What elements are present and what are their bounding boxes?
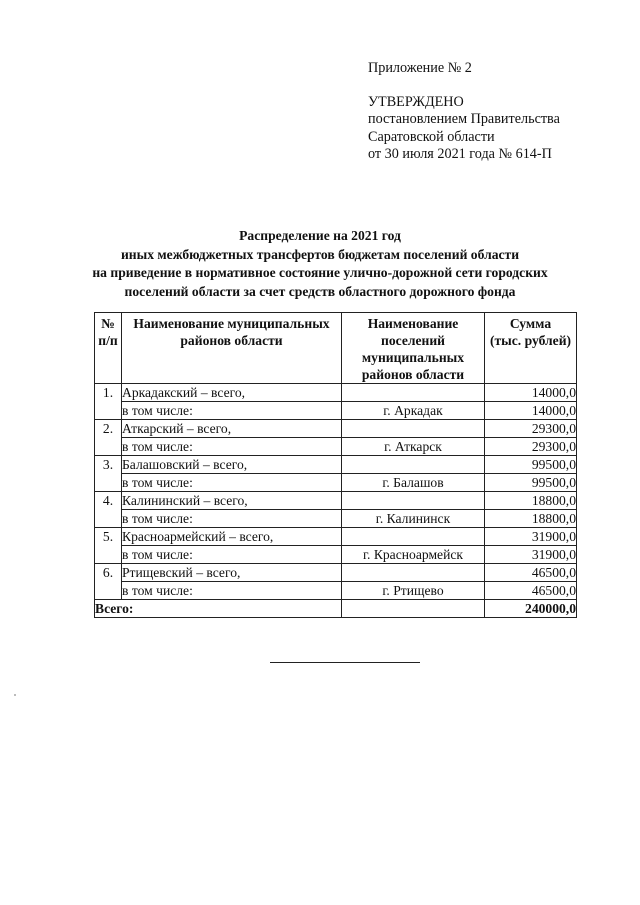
header-number [95, 313, 122, 384]
settlement-name: г. Ртищево [342, 582, 485, 600]
title-line-4: поселений области за счет средств областного дорожного фонда [124, 283, 516, 299]
approval-line-1: постановлением Правительства [368, 111, 560, 127]
district-total: 46500,0 [485, 564, 577, 582]
appendix-number: Приложение № 2 [368, 60, 472, 76]
including-label: в том числе: [122, 510, 342, 528]
table-header-row [95, 313, 577, 384]
table-row [95, 420, 577, 438]
header-settlement-line-2: поселений [380, 333, 446, 348]
total-empty-cell [342, 600, 485, 618]
approval-line-2: Саратовской области [368, 128, 495, 145]
including-label: в том числе: [122, 474, 342, 492]
header-settlement-line-1: Наименование [367, 316, 459, 331]
header-number-line-2: п/п [98, 333, 118, 348]
district-name: Балашовский – всего, [122, 456, 342, 474]
separator-line [270, 662, 420, 663]
table-row [95, 528, 577, 546]
header-district-line-1: Наименование муниципальных [133, 316, 330, 331]
row-number: 5. [95, 528, 122, 564]
document-title [40, 227, 600, 301]
district-total: 99500,0 [485, 456, 577, 474]
header-sum-line-1: Сумма [509, 316, 552, 331]
header-sum-line-2: (тыс. рублей) [489, 333, 572, 348]
table-row [95, 564, 577, 582]
scan-speck [14, 694, 16, 696]
approval-block [368, 60, 608, 164]
header-number-line-1: № [101, 316, 115, 331]
including-label: в том числе: [122, 582, 342, 600]
table-body [95, 384, 577, 618]
approval-line-3: от 30 июля 2021 года № 614-П [368, 146, 552, 162]
table-row [95, 456, 577, 474]
settlement-empty-cell [342, 528, 485, 546]
row-number: 2. [95, 420, 122, 456]
settlement-sum: 31900,0 [485, 546, 577, 564]
settlement-sum: 29300,0 [485, 438, 577, 456]
settlement-name: г. Аткарск [342, 438, 485, 456]
row-number: 1. [95, 384, 122, 420]
settlement-sum: 14000,0 [485, 402, 577, 420]
table-row [95, 582, 577, 600]
district-name: Ртищевский – всего, [122, 564, 342, 582]
approved-heading: УТВЕРЖДЕНО [368, 93, 464, 110]
district-name: Аркадакский – всего, [122, 384, 342, 402]
header-settlement-line-3: муниципальных [361, 350, 465, 365]
header-sum [485, 313, 577, 384]
settlement-sum: 46500,0 [485, 582, 577, 600]
table-row [95, 402, 577, 420]
settlement-name: г. Аркадак [342, 402, 485, 420]
settlement-name: г. Балашов [342, 474, 485, 492]
settlement-sum: 18800,0 [485, 510, 577, 528]
header-district [122, 313, 342, 384]
header-settlement-line-4: районов области [361, 367, 465, 382]
table-row [95, 510, 577, 528]
settlement-empty-cell [342, 456, 485, 474]
row-number: 4. [95, 492, 122, 528]
row-number: 3. [95, 456, 122, 492]
total-value: 240000,0 [485, 600, 577, 618]
including-label: в том числе: [122, 402, 342, 420]
settlement-empty-cell [342, 492, 485, 510]
title-line-1: Распределение на 2021 год [239, 228, 401, 243]
header-settlement [342, 313, 485, 384]
settlement-sum: 99500,0 [485, 474, 577, 492]
row-number: 6. [95, 564, 122, 600]
settlement-name: г. Красноармейск [342, 546, 485, 564]
district-total: 14000,0 [485, 384, 577, 402]
table-row [95, 492, 577, 510]
including-label: в том числе: [122, 546, 342, 564]
table-row [95, 546, 577, 564]
title-line-3: на приведение в нормативное состояние улично-дорожной сети городских [92, 265, 548, 281]
settlement-name: г. Калининск [342, 510, 485, 528]
settlement-empty-cell [342, 420, 485, 438]
including-label: в том числе: [122, 438, 342, 456]
table-row [95, 384, 577, 402]
district-total: 29300,0 [485, 420, 577, 438]
total-label: Всего: [95, 600, 342, 618]
district-name: Аткарский – всего, [122, 420, 342, 438]
table-row [95, 438, 577, 456]
settlement-empty-cell [342, 564, 485, 582]
distribution-table [94, 312, 577, 618]
district-name: Калининский – всего, [122, 492, 342, 510]
district-total: 18800,0 [485, 492, 577, 510]
table-row [95, 474, 577, 492]
district-total: 31900,0 [485, 528, 577, 546]
table-total-row [95, 600, 577, 618]
district-name: Красноармейский – всего, [122, 528, 342, 546]
title-line-2: иных межбюджетных трансфертов бюджетам поселений области [120, 246, 520, 262]
header-district-line-2: районов области [180, 333, 283, 348]
settlement-empty-cell [342, 384, 485, 402]
